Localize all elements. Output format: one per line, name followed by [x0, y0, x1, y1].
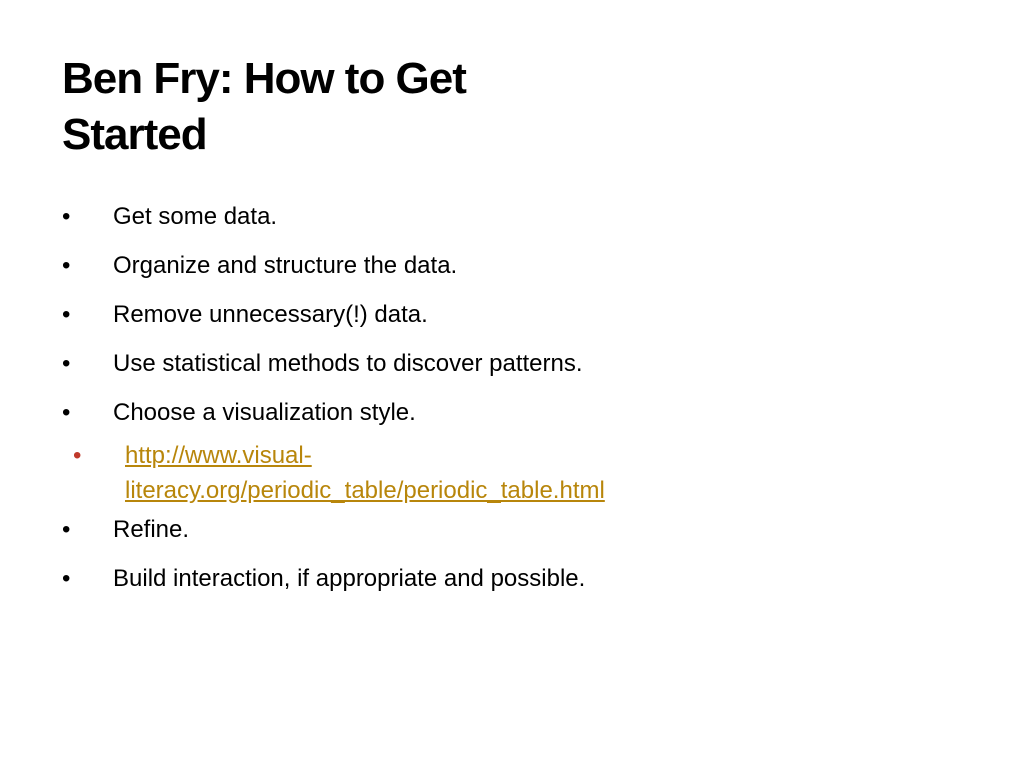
- bullet-marker: •: [62, 565, 71, 592]
- bullet-marker: •: [62, 350, 71, 377]
- bullet-text: Refine.: [113, 516, 190, 543]
- bullet-item: [62, 350, 962, 378]
- bullet-text: Build interaction, if appropriate and possible.: [113, 565, 586, 592]
- bullet-list: [62, 203, 962, 614]
- bullet-marker: •: [62, 252, 71, 279]
- bullet-item: [62, 565, 962, 593]
- sub-bullet-link-item: [62, 438, 962, 508]
- link-line-1[interactable]: http://www.visual-: [125, 442, 312, 469]
- bullet-text: Remove unnecessary(!) data.: [113, 301, 428, 328]
- bullet-item: [62, 203, 962, 231]
- slide-title: Ben Fry: How to Get Started: [62, 54, 466, 159]
- bullet-marker: •: [62, 516, 71, 543]
- sub-bullet-marker: •: [73, 442, 82, 469]
- bullet-item: [62, 252, 962, 280]
- bullet-text: Use statistical methods to discover patterns.: [113, 350, 583, 377]
- bullet-text: Choose a visualization style.: [113, 399, 416, 426]
- bullet-item: [62, 516, 962, 544]
- link-line-2[interactable]: literacy.org/periodic_table/periodic_table.html: [125, 477, 605, 504]
- bullet-text: Get some data.: [113, 203, 278, 230]
- bullet-marker: •: [62, 203, 71, 230]
- bullet-text: Organize and structure the data.: [113, 252, 458, 279]
- bullet-marker: •: [62, 399, 71, 426]
- bullet-item: [62, 399, 962, 427]
- bullet-marker: •: [62, 301, 71, 328]
- bullet-item: [62, 301, 962, 329]
- periodic-table-link[interactable]: [125, 442, 605, 504]
